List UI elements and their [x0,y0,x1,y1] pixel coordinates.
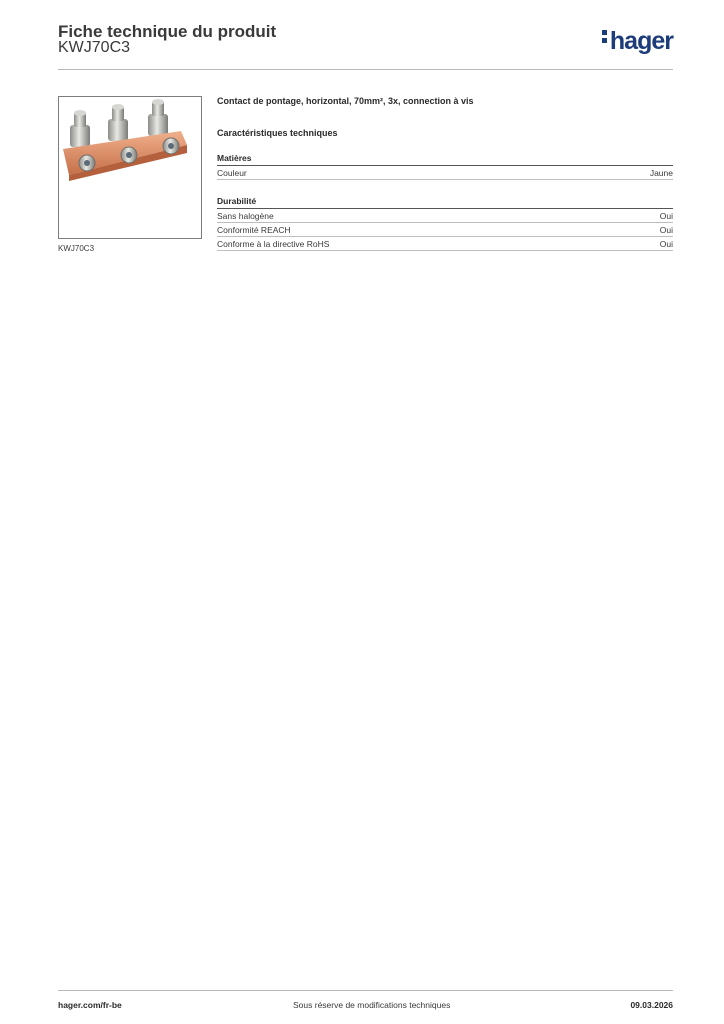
terminal-post-2 [108,104,128,141]
terminal-post-1 [70,110,90,147]
hager-logo [602,27,673,56]
bridging-contact-illustration [59,97,201,238]
image-caption: KWJ70C3 [58,244,95,253]
spec-row [217,237,673,251]
spec-label: Couleur [217,167,247,178]
terminal-post-3 [148,99,168,136]
spec-label: Sans halogène [217,210,274,221]
spec-row [217,209,673,223]
spec-value: Oui [659,224,673,235]
spec-row [217,223,673,237]
logo-dots-icon [602,30,607,46]
product-details [217,96,673,251]
product-description: Contact de pontage, horizontal, 70mm², 3x, connection à vis [217,96,474,106]
footer-disclaimer: Sous réserve de modifications techniques [293,1000,451,1010]
screw-1 [79,155,95,171]
spec-label: Conforme à la directive RoHS [217,238,330,249]
spec-value: Jaune [649,167,673,178]
page-footer [58,990,673,1016]
product-reference: KWJ70C3 [58,39,131,56]
page-title: Fiche technique du produit [58,22,277,41]
footer-date: 09.03.2026 [630,1000,673,1010]
technical-characteristics-heading: Caractéristiques techniques [217,128,338,138]
product-image [58,96,202,239]
spec-value: Oui [659,210,673,221]
spec-row [217,166,673,180]
spec-value: Oui [659,238,673,249]
logo-text: hager [609,27,673,55]
spec-group-heading: Matières [217,153,673,166]
footer-website-link[interactable]: hager.com/fr-be [58,1000,122,1010]
screw-2 [121,147,137,163]
page-header [58,20,673,70]
spec-label: Conformité REACH [217,224,291,235]
spec-group-heading: Durabilité [217,196,673,209]
screw-3 [163,138,179,154]
